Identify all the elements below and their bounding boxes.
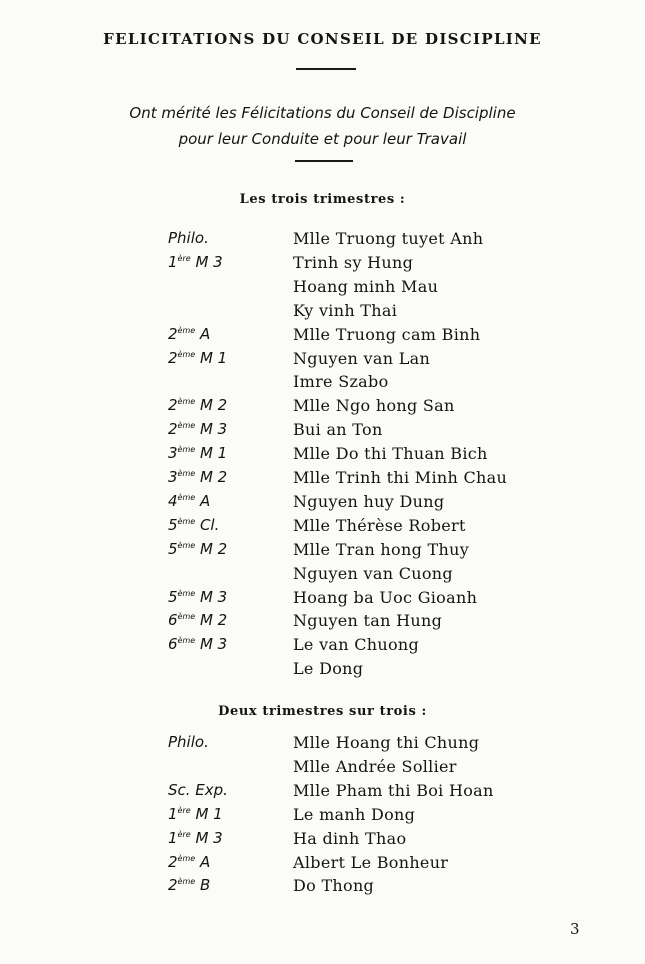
- honorific-title: [293, 781, 336, 800]
- student-name: Do thi Thuan Bich: [335, 444, 488, 464]
- student-name: Le Dong: [293, 659, 364, 679]
- student-entry: [293, 805, 415, 824]
- class-label: [168, 492, 210, 510]
- honor-row: [0, 468, 645, 492]
- class-ordinal-suffix: ème: [177, 421, 196, 431]
- honor-row: [0, 659, 645, 683]
- student-name: Le van Chuong: [293, 635, 420, 655]
- class-label: [168, 611, 227, 629]
- class-ordinal-suffix: ème: [177, 588, 196, 598]
- honorific-title: [293, 444, 336, 463]
- student-entry: [293, 325, 480, 344]
- honor-row: [0, 444, 645, 468]
- honor-row: [0, 829, 645, 853]
- class-grade: 1: [168, 252, 178, 271]
- honorific-text: Mlle: [293, 756, 331, 776]
- student-entry: [293, 372, 389, 391]
- class-section: Cl.: [195, 515, 220, 534]
- class-section: M 2: [195, 468, 228, 486]
- student-name: Truong tuyet Anh: [335, 229, 484, 248]
- class-section: A: [195, 324, 211, 343]
- student-name: Nguyen tan Hung: [293, 611, 443, 631]
- class-grade: Philo.: [168, 229, 209, 247]
- class-ordinal-suffix: ème: [177, 349, 196, 359]
- class-ordinal-suffix: ème: [177, 612, 196, 622]
- student-name: Pham thi Boi Hoan: [335, 780, 494, 800]
- student-name: Ngo hong San: [335, 396, 455, 416]
- class-section: M 2: [195, 539, 228, 558]
- class-section: M 3: [195, 420, 228, 439]
- class-grade: Philo.: [168, 733, 209, 751]
- class-grade: 2: [168, 348, 178, 367]
- student-entry: [293, 396, 455, 415]
- class-grade: 6: [168, 611, 178, 630]
- class-label: [168, 325, 210, 343]
- honor-row: [0, 757, 645, 781]
- student-entry: [293, 757, 457, 776]
- student-entry: [293, 253, 413, 272]
- class-grade: 2: [168, 852, 178, 871]
- student-name: Ha dinh Thao: [293, 828, 407, 848]
- class-label: [168, 396, 227, 414]
- honorific-title: [293, 540, 336, 559]
- class-grade: Sc. Exp.: [168, 780, 228, 799]
- student-entry: [293, 301, 397, 320]
- class-grade: 2: [168, 420, 178, 439]
- class-label: [168, 805, 223, 823]
- honor-row: [0, 253, 645, 277]
- student-entry: [293, 516, 466, 535]
- honorific-title: [293, 396, 336, 415]
- student-name: Nguyen van Cuong: [293, 563, 453, 583]
- honor-row: [0, 229, 645, 253]
- page-title: FELICITATIONS DU CONSEIL DE DISCIPLINE: [103, 30, 542, 48]
- student-entry: [293, 540, 469, 559]
- honorific-text: Mlle: [293, 324, 331, 344]
- intro-line-1: Ont mérité les Félicitations du Conseil de Discipline: [129, 104, 516, 122]
- class-label: [168, 540, 227, 558]
- intro-line-2: pour leur Conduite et pour leur Travail: [178, 130, 467, 148]
- student-entry: [293, 876, 374, 895]
- honor-row: [0, 492, 645, 516]
- class-label: [168, 516, 219, 534]
- student-name: Truong cam Binh: [335, 324, 481, 344]
- honor-row: [0, 540, 645, 564]
- class-section: M 3: [195, 587, 228, 606]
- student-entry: [293, 659, 363, 678]
- student-name: Ky vinh Thai: [293, 300, 398, 320]
- student-name: Hoang minh Mau: [293, 276, 439, 296]
- student-name: Imre Szabo: [293, 372, 389, 392]
- class-label: [168, 829, 223, 847]
- honorific-text: Mlle: [293, 468, 331, 487]
- student-entry: [293, 853, 448, 872]
- student-entry: [293, 349, 430, 368]
- class-grade: 6: [168, 635, 178, 654]
- honorific-text: Mlle: [293, 444, 331, 464]
- honorific-title: [293, 733, 336, 752]
- student-entry: [293, 420, 383, 439]
- student-entry: [293, 781, 494, 800]
- class-section: M 2: [195, 611, 228, 630]
- class-label: [168, 876, 210, 894]
- student-entry: [293, 829, 406, 848]
- honor-row: [0, 396, 645, 420]
- class-label: [168, 349, 227, 367]
- honor-row: [0, 635, 645, 659]
- section-heading-three-terms: Les trois trimestres :: [239, 192, 406, 207]
- class-grade: 3: [168, 444, 178, 463]
- class-section: M 2: [195, 396, 228, 415]
- class-grade: 3: [168, 468, 178, 486]
- honorific-title: [293, 757, 336, 776]
- class-grade: 5: [168, 539, 178, 558]
- section-heading-two-terms: Deux trimestres sur trois :: [218, 704, 427, 719]
- honor-row: [0, 781, 645, 805]
- student-name: Albert Le Bonheur: [293, 852, 449, 872]
- honorific-text: Mlle: [293, 229, 331, 248]
- title-divider: [296, 68, 356, 70]
- class-grade: 5: [168, 515, 178, 534]
- honorific-text: Mlle: [293, 396, 331, 416]
- student-entry: [293, 492, 444, 511]
- honorific-title: [293, 229, 336, 248]
- class-grade: 1: [168, 828, 178, 847]
- student-name: Do Thong: [293, 876, 375, 896]
- class-ordinal-suffix: ème: [177, 516, 196, 526]
- student-entry: [293, 468, 507, 487]
- honor-row: [0, 853, 645, 877]
- class-ordinal-suffix: ère: [177, 829, 191, 839]
- class-section: A: [195, 852, 211, 871]
- student-entry: [293, 611, 442, 630]
- student-entry: [293, 564, 453, 583]
- honor-row: [0, 516, 645, 540]
- honor-row: [0, 325, 645, 349]
- class-ordinal-suffix: ème: [177, 445, 196, 455]
- class-grade: 5: [168, 587, 178, 606]
- class-ordinal-suffix: ème: [177, 853, 196, 863]
- class-grade: 4: [168, 491, 178, 510]
- student-name: Nguyen huy Dung: [293, 491, 445, 511]
- class-section: M 1: [195, 444, 228, 463]
- honor-row: [0, 301, 645, 325]
- honor-row: [0, 876, 645, 900]
- student-name: Bui an Ton: [293, 420, 383, 440]
- page-number: 3: [570, 920, 580, 938]
- honorific-title: [293, 325, 336, 344]
- class-ordinal-suffix: ème: [177, 397, 196, 407]
- honor-row: [0, 805, 645, 829]
- class-section: M 1: [195, 348, 228, 367]
- student-name: Andrée Sollier: [335, 756, 457, 776]
- student-name: Trinh thi Minh Chau: [335, 468, 508, 487]
- honor-row: [0, 420, 645, 444]
- honorific-title: [293, 516, 336, 535]
- student-name: Hoang thi Chung: [335, 733, 480, 752]
- class-grade: 2: [168, 324, 178, 343]
- student-entry: [293, 733, 479, 752]
- student-name: Thérèse Robert: [335, 515, 466, 535]
- class-label: [168, 781, 228, 799]
- honor-row: [0, 611, 645, 635]
- class-ordinal-suffix: ème: [177, 540, 196, 550]
- class-ordinal-suffix: ère: [177, 805, 191, 815]
- class-section: A: [195, 491, 211, 510]
- class-label: [168, 229, 209, 247]
- class-label: [168, 588, 227, 606]
- class-label: [168, 420, 227, 438]
- class-label: [168, 733, 209, 751]
- honor-row: [0, 733, 645, 757]
- class-section: M 3: [195, 635, 228, 654]
- class-grade: 2: [168, 396, 178, 415]
- student-name: Nguyen van Lan: [293, 348, 431, 368]
- class-label: [168, 468, 227, 486]
- honorific-text: Mlle: [293, 539, 331, 559]
- honor-row: [0, 564, 645, 588]
- class-section: M 3: [190, 828, 223, 847]
- class-ordinal-suffix: ère: [177, 253, 191, 263]
- class-label: [168, 253, 223, 271]
- class-grade: 1: [168, 804, 178, 823]
- class-ordinal-suffix: ème: [177, 325, 196, 335]
- class-ordinal-suffix: ème: [177, 877, 196, 887]
- class-grade: 2: [168, 876, 178, 895]
- student-name: Hoang ba Uoc Gioanh: [293, 587, 478, 607]
- student-entry: [293, 588, 477, 607]
- honorific-text: Mlle: [293, 515, 331, 535]
- student-name: Le manh Dong: [293, 804, 416, 824]
- class-ordinal-suffix: ème: [177, 469, 196, 478]
- student-entry: [293, 277, 438, 296]
- student-entry: [293, 229, 483, 248]
- honor-row: [0, 277, 645, 301]
- student-name: Tran hong Thuy: [335, 539, 470, 559]
- class-section: M 3: [190, 252, 223, 271]
- class-label: [168, 444, 227, 462]
- class-ordinal-suffix: ème: [177, 492, 196, 502]
- class-section: B: [195, 876, 211, 895]
- student-entry: [293, 635, 419, 654]
- class-section: M 1: [190, 804, 223, 823]
- class-label: [168, 853, 210, 871]
- honor-row: [0, 588, 645, 612]
- student-name: Trinh sy Hung: [293, 252, 414, 272]
- class-ordinal-suffix: ème: [177, 636, 196, 646]
- student-entry: [293, 444, 488, 463]
- intro-divider: [295, 160, 353, 162]
- class-label: [168, 635, 227, 653]
- honor-row: [0, 372, 645, 396]
- honorific-title: [293, 468, 336, 487]
- honorific-text: Mlle: [293, 780, 331, 800]
- honorific-text: Mlle: [293, 733, 331, 752]
- honor-row: [0, 349, 645, 373]
